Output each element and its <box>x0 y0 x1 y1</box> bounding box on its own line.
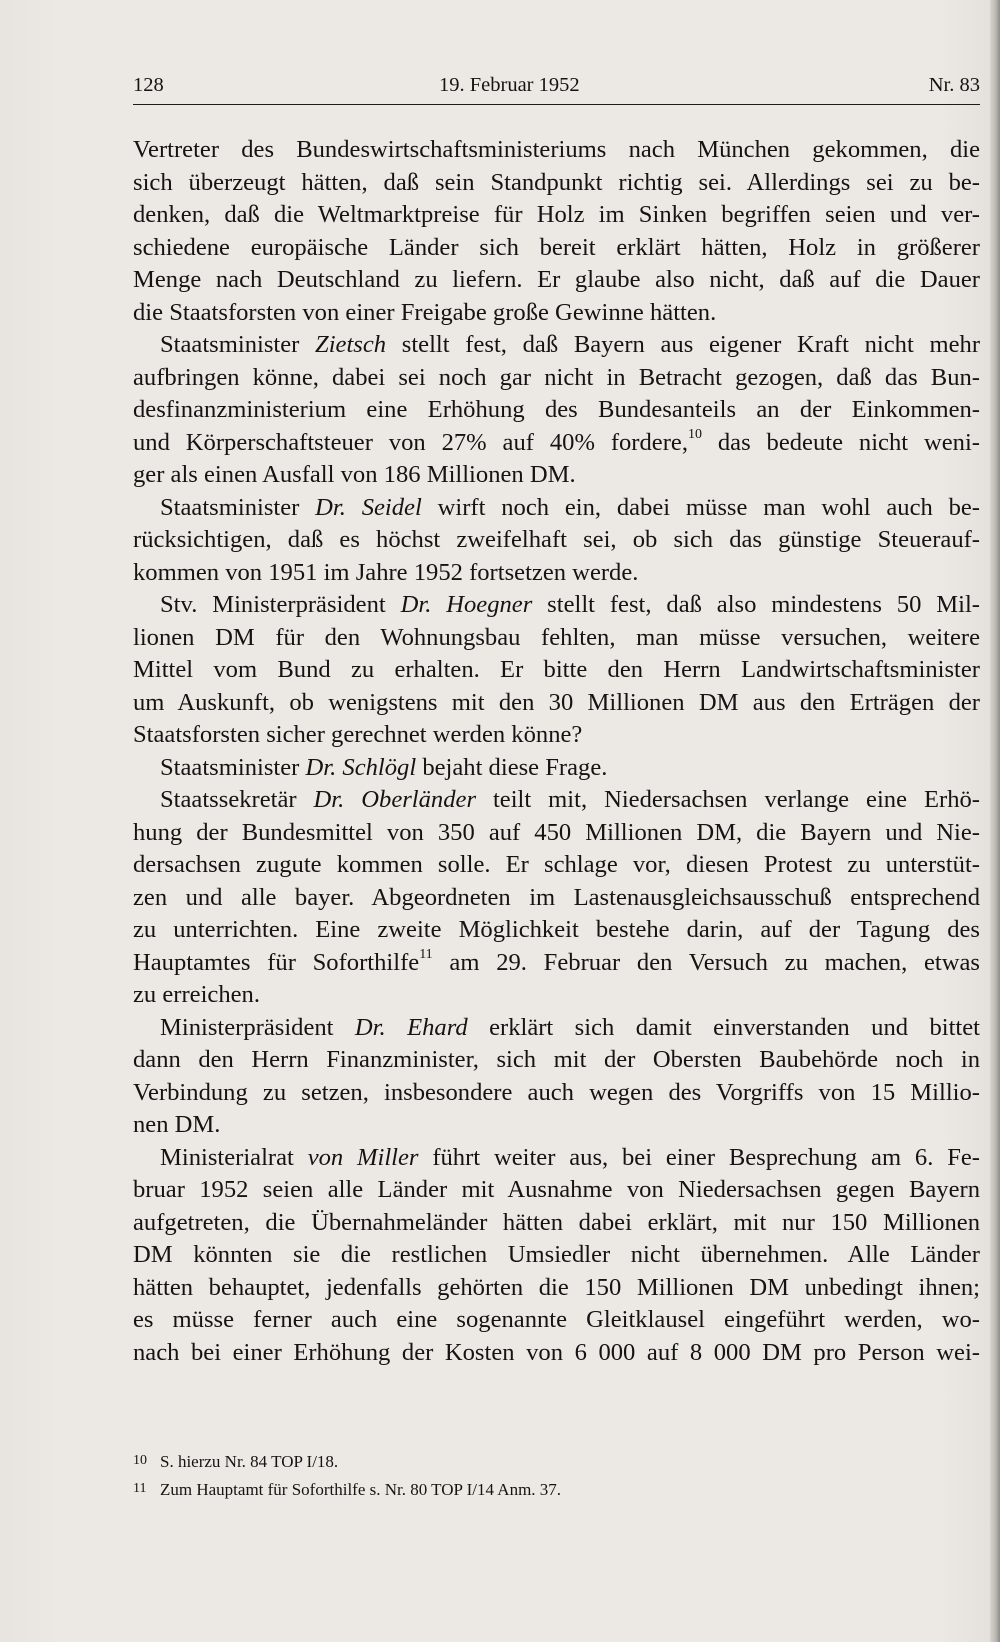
text-run: um Auskunft, ob wenigstens mit den 30 Millionen DM aus den Erträgen der <box>133 688 980 716</box>
text-run: hung der Bundesmittel von 350 auf 450 Millionen DM, die Bayern und Nie- <box>133 818 980 846</box>
text-run: bejaht diese Frage. <box>416 753 608 781</box>
document-number: Nr. 83 <box>928 74 980 96</box>
text-run: kommen von 1951 im Jahre 1952 fortsetzen werde. <box>133 558 639 586</box>
text-run: Vertreter des Bundeswirtschaftsministeriums nach München gekommen, die <box>133 136 980 163</box>
text-line <box>133 134 980 167</box>
text-run: bruar 1952 seien alle Länder mit Ausnahme von Niedersachsen gegen Bayern <box>133 1176 980 1203</box>
text-line <box>133 199 980 232</box>
paragraph <box>133 329 980 492</box>
text-run: stellt fest, daß Bayern aus eigener Kraft nicht mehr <box>386 331 981 358</box>
text-run: dersachsen zugute kommen solle. Er schlage vor, diesen Protest zu unterstüt- <box>133 851 980 878</box>
text-run: lionen DM für den Wohnungsbau fehlten, man müsse versuchen, weitere <box>133 623 980 651</box>
text-line <box>133 167 980 200</box>
speaker-name: Dr. Schlögl <box>305 753 417 781</box>
text-line <box>133 654 980 687</box>
page-edge-shadow <box>990 0 1000 1642</box>
footnote-marker: 11 <box>133 1481 147 1496</box>
text-line <box>133 882 980 915</box>
text-line <box>133 1239 980 1272</box>
speaker-name: Dr. Seidel <box>315 493 422 521</box>
text-line <box>133 1142 980 1175</box>
footnote <box>133 1449 980 1477</box>
speaker-name: Dr. Oberländer <box>313 786 477 813</box>
text-run: nach bei einer Erhöhung der Kosten von 6 000 auf 8 000 DM pro Person wei- <box>133 1338 980 1366</box>
text-run: Mittel vom Bund zu erhalten. Er bitte den Herrn Landwirtschaftsminister <box>133 656 980 683</box>
text-run: hätten behauptet, jedenfalls gehörten die 150 Millionen DM unbedingt ihnen; <box>133 1273 980 1301</box>
text-run: Staatssekretär <box>160 786 314 813</box>
text-run: und Körperschaftsteuer von 27% auf 40% fordere, <box>133 428 688 456</box>
text-line <box>133 492 980 525</box>
text-run: teilt mit, Niedersachsen verlange eine Erhö- <box>476 786 980 813</box>
footnote-reference: 11 <box>419 947 433 963</box>
text-line <box>133 817 980 850</box>
text-line <box>133 914 980 947</box>
text-run: Stv. Ministerpräsident <box>160 591 401 618</box>
text-line <box>133 427 980 460</box>
text-run: nen DM. <box>133 1111 221 1138</box>
paragraph <box>133 492 980 590</box>
header-rule <box>133 104 980 105</box>
text-run: aufbringen könne, dabei sei noch gar nicht in Betracht gezogen, daß das Bun- <box>133 363 980 391</box>
page-number: 128 <box>133 74 164 96</box>
paragraph <box>133 784 980 1012</box>
speaker-name: Dr. Hoegner <box>400 591 533 618</box>
text-run: Verbindung zu setzen, insbesondere auch wegen des Vorgriffs von 15 Millio- <box>133 1078 980 1106</box>
text-run: DM könnten sie die restlichen Umsiedler nicht übernehmen. Alle Länder <box>133 1241 980 1268</box>
text-run: desfinanzministerium eine Erhöhung des Bundesanteils an der Einkommen- <box>133 396 980 423</box>
body-text <box>133 134 980 1369</box>
text-run: schiedene europäische Länder sich bereit erklärt hätten, Holz in größerer <box>133 233 980 261</box>
running-header <box>133 74 980 104</box>
text-run: die Staatsforsten von einer Freigabe große Gewinne hätten. <box>133 298 717 326</box>
text-run: erklärt sich damit einverstanden und bittet <box>467 1013 981 1041</box>
text-line <box>133 557 980 590</box>
text-line <box>133 1109 980 1142</box>
paragraph <box>133 589 980 752</box>
footnote-marker: 10 <box>133 1453 147 1468</box>
text-line <box>133 329 980 362</box>
paragraph <box>133 134 980 329</box>
speaker-name: von Miller <box>307 1143 419 1171</box>
text-line <box>133 589 980 622</box>
header-date: 19. Februar 1952 <box>439 74 580 96</box>
text-run: Staatsminister <box>160 331 316 358</box>
text-run: zu unterrichten. Eine zweite Möglichkeit bestehe darin, auf der Tagung des <box>133 916 980 943</box>
text-run: wirft noch ein, dabei müsse man wohl auch be- <box>421 493 980 521</box>
text-run: aufgetreten, die Übernahmeländer hätten dabei erklärt, mit nur 150 Millionen <box>133 1208 980 1236</box>
text-line <box>133 1174 980 1207</box>
text-line <box>133 979 980 1012</box>
text-run: stellt fest, daß also mindestens 50 Mil- <box>532 591 980 618</box>
text-run: Ministerpräsident <box>160 1013 355 1041</box>
text-run: Ministerialrat <box>160 1143 308 1171</box>
footnote-reference: 10 <box>687 427 702 443</box>
text-run: Staatsforsten sicher gerechnet werden könne? <box>133 721 583 748</box>
text-line <box>133 849 980 882</box>
text-run: Menge nach Deutschland zu liefern. Er glaube also nicht, daß auf die Dauer <box>133 266 980 293</box>
text-line <box>133 459 980 492</box>
text-line <box>133 622 980 655</box>
text-run: zu erreichen. <box>133 981 260 1008</box>
text-line <box>133 1337 980 1370</box>
text-line <box>133 297 980 330</box>
footnote <box>133 1477 980 1505</box>
paragraph <box>133 1012 980 1142</box>
footnote-text: Zum Hauptamt für Soforthilfe s. Nr. 80 TOP I/14 Anm. 37. <box>160 1480 562 1499</box>
text-line <box>133 1012 980 1045</box>
text-run: das bedeute nicht weni- <box>701 428 980 456</box>
text-line <box>133 1207 980 1240</box>
text-run: sich überzeugt hätten, daß sein Standpunkt richtig sei. Allerdings sei zu be- <box>133 168 980 196</box>
text-line <box>133 232 980 265</box>
text-run: rücksichtigen, daß es höchst zweifelhaft sei, ob sich das günstige Steuerauf- <box>133 526 980 553</box>
footnote-text: S. hierzu Nr. 84 TOP I/18. <box>160 1452 339 1471</box>
text-line <box>133 687 980 720</box>
footnotes <box>133 1449 980 1505</box>
text-run: denken, daß die Weltmarktpreise für Holz im Sinken begriffen seien und ver- <box>133 201 980 228</box>
text-run: zen und alle bayer. Abgeordneten im Lastenausgleichsausschuß entsprechend <box>133 883 980 911</box>
paragraph <box>133 752 980 785</box>
text-line <box>133 1304 980 1337</box>
text-run: Staatsminister <box>160 493 316 521</box>
text-line <box>133 394 980 427</box>
speaker-name: Dr. Ehard <box>354 1013 468 1041</box>
text-run: dann den Herrn Finanzminister, sich mit der Obersten Baubehörde noch in <box>133 1046 980 1073</box>
text-line <box>133 264 980 297</box>
text-line <box>133 362 980 395</box>
paragraph <box>133 1142 980 1370</box>
text-run: Hauptamtes für Soforthilfe <box>133 948 420 976</box>
speaker-name: Zietsch <box>315 331 387 358</box>
text-run: es müsse ferner auch eine sogenannte Gleitklausel eingeführt werden, wo- <box>133 1306 980 1333</box>
text-run: am 29. Februar den Versuch zu machen, etwas <box>432 948 980 976</box>
text-line <box>133 752 980 785</box>
text-run: ger als einen Ausfall von 186 Millionen DM. <box>133 461 576 488</box>
text-run: führt weiter aus, bei einer Besprechung am 6. Fe- <box>418 1143 980 1171</box>
text-run: Staatsminister <box>160 753 306 781</box>
text-line <box>133 784 980 817</box>
text-line <box>133 524 980 557</box>
text-line <box>133 947 980 980</box>
text-line <box>133 1077 980 1110</box>
text-line <box>133 1272 980 1305</box>
text-line <box>133 719 980 752</box>
text-line <box>133 1044 980 1077</box>
